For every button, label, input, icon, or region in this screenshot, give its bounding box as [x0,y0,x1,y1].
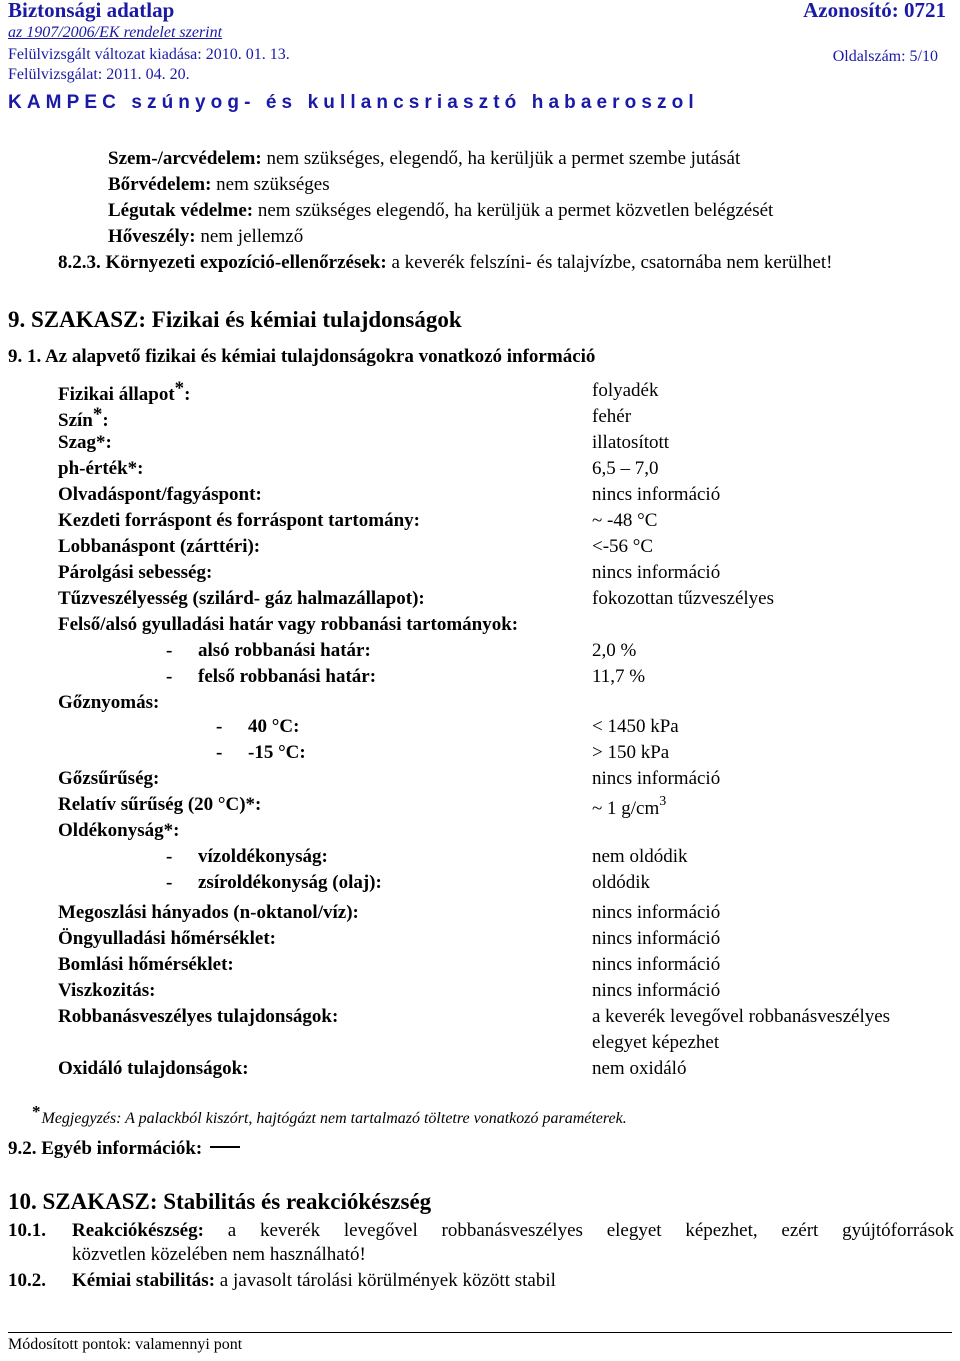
regulation-reference: az 1907/2006/EK rendelet szerint [8,24,223,41]
property-label: Fizikai állapot*: [58,378,191,405]
property-value: <-56 °C [592,536,654,557]
reactivity-text-continued: közvetlen közelében nem használható! [72,1244,366,1265]
property-value: nincs információ [592,562,721,583]
eye-protection: Szem-/arcvédelem: nem szükséges, elegendő, ha kerüljük a permet szembe jutását [108,148,741,169]
property-value: 11,7 % [592,666,646,687]
property-label: Felső/alsó gyulladási határ vagy robbanási tartományok: [58,614,519,635]
other-information: 9.2. Egyéb információk: [8,1138,240,1160]
revision-date: Felülvizsgálat: 2011. 04. 20. [8,66,190,83]
property-value: nem oxidáló [592,1058,687,1079]
section-9-title: 9. SZAKASZ: Fizikai és kémiai tulajdonságok [8,307,462,332]
property-value: ~ -48 °C [592,510,658,531]
environmental-exposure: 8.2.3. Környezeti expozíció-ellenőrzések: a keverék felszíni- és talajvízbe, csatornába nem kerülhet! [58,252,833,273]
property-label: Lobbanáspont (zárttéri): [58,536,261,557]
property-value: nincs információ [592,980,721,1001]
section-9-1-subtitle: 9. 1. Az alapvető fizikai és kémiai tulajdonságokra vonatkozó információ [8,346,596,367]
property-value: oldódik [592,872,651,893]
document-title: Biztonsági adatlap [8,0,175,22]
property-label: vízoldékonyság: [198,846,328,867]
chemical-stability-text: Kémiai stabilitás: a javasolt tárolási körülmények között stabil [72,1270,556,1291]
revision-issue: Felülvizsgált változat kiadása: 2010. 01. 13. [8,46,290,63]
modified-points: Módosított pontok: valamennyi pont [8,1336,243,1353]
property-label: ph-érték*: [58,458,144,479]
skin-protection: Bőrvédelem: nem szükséges [108,174,330,195]
property-value: 6,5 – 7,0 [592,458,659,479]
list-dash: - [166,640,173,661]
list-dash: - [166,666,173,687]
subsection-number: 10.2. [8,1270,46,1291]
document-identifier: Azonosító: 0721 [803,0,946,22]
reactivity-text: Reakciókészség: a keverék levegővel robbanásveszélyes elegyet képezhet, ezért gyújtóforrások [72,1220,954,1241]
empty-value-dash [210,1146,240,1148]
property-label: Tűzveszélyesség (szilárd- gáz halmazállapot): [58,588,425,609]
subsection-number: 10.1. [8,1220,46,1241]
respiratory-protection: Légutak védelme: nem szükséges elegendő, ha kerüljük a permet közvetlen belégzését [108,200,774,221]
property-value: ~ 1 $g/cm^3$ [592,794,667,819]
property-label: Szag*: [58,432,112,453]
property-label: Oldékonyság*: [58,820,180,841]
product-name: KAMPEC szúnyog- és kullancsriasztó habaeroszol [8,92,699,113]
property-value: nincs információ [592,484,721,505]
property-value: nincs információ [592,902,721,923]
property-value: nincs információ [592,768,721,789]
list-dash: - [216,742,223,763]
property-label: alsó robbanási határ: [198,640,371,661]
property-label: Relatív sűrűség (20 °C)*: [58,794,262,815]
property-label: -15 °C: [248,742,306,763]
footnote: *Megjegyzés: A palackból kiszórt, hajtógázt nem tartalmazó töltetre vonatkozó paraméterek. [32,1102,627,1127]
property-label: Megoszlási hányados (n-oktanol/víz): [58,902,359,923]
property-label: Szín*: [58,404,109,431]
property-label: Kezdeti forráspont és forráspont tartomány: [58,510,420,531]
property-value: nincs információ [592,928,721,949]
property-value: < 1450 kPa [592,716,679,737]
property-label: Viszkozitás: [58,980,156,1001]
property-label: Oxidáló tulajdonságok: [58,1058,249,1079]
property-value: fehér [592,406,632,427]
property-label: Párolgási sebesség: [58,562,213,583]
section-10-title: 10. SZAKASZ: Stabilitás és reakciókészség [8,1189,432,1214]
property-label: Gőzsűrűség: [58,768,160,789]
property-label: felső robbanási határ: [198,666,377,687]
property-label: Öngyulladási hőmérséklet: [58,928,276,949]
property-label: Olvadáspont/fagyáspont: [58,484,262,505]
list-dash: - [216,716,223,737]
property-value: > 150 kPa [592,742,670,763]
list-dash: - [166,846,173,867]
property-value: fokozottan tűzveszélyes [592,588,775,609]
property-value: illatosított [592,432,670,453]
property-label: 40 °C: [248,716,300,737]
page-number: Oldalszám: 5/10 [832,48,938,65]
thermal-hazard: Hőveszély: nem jellemző [108,226,304,247]
property-value: elegyet képezhet [592,1032,720,1053]
list-dash: - [166,872,173,893]
property-value: 2,0 % [592,640,637,661]
property-value: nincs információ [592,954,721,975]
property-label: Robbanásveszélyes tulajdonságok: [58,1006,339,1027]
property-value: folyadék [592,380,659,401]
property-value: nem oldódik [592,846,688,867]
property-label: Bomlási hőmérséklet: [58,954,234,975]
property-label: zsíroldékonyság (olaj): [198,872,382,893]
footer-divider [8,1332,952,1333]
property-value: a keverék levegővel robbanásveszélyes [592,1006,891,1027]
property-label: Gőznyomás: [58,692,160,713]
